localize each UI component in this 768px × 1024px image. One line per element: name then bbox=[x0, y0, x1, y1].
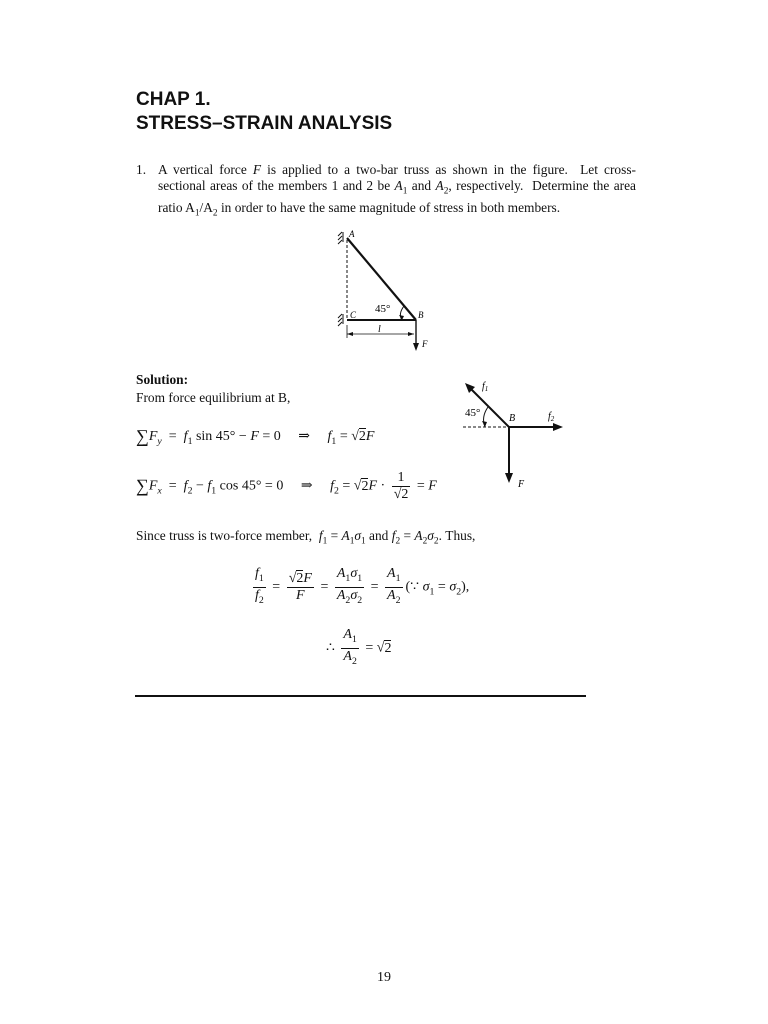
and-word: and bbox=[369, 528, 389, 543]
label-b: B bbox=[418, 310, 424, 320]
section-divider bbox=[135, 695, 586, 697]
fbd-label-f: F bbox=[518, 479, 525, 490]
fbd-angle-label: 45° bbox=[465, 407, 481, 419]
truss-figure bbox=[330, 226, 440, 354]
thus-word: . Thus, bbox=[438, 528, 476, 543]
label-f2: $f_2$ bbox=[548, 411, 555, 423]
two-force-sentence: Since truss is two-force member, $f_1 = A_1\sigma_1$ and $f_2 = A_2\sigma_2$. Thus, bbox=[136, 528, 476, 547]
wall-support-c bbox=[338, 314, 343, 326]
page-number: 19 bbox=[377, 970, 391, 985]
problem-text: A vertical force F is applied to a two-bar truss as shown in the figure. Let cross-sectional areas of the members 1 and 2 be $A_1$ and $A_2$, respectively. Determine the area ratio $A_1/A_2$ in order to have the same magnitude of stress in both members. bbox=[158, 162, 636, 219]
equation-ratio: $\frac{f_1}{f_2}$ = $\frac{√2F}{F}$ = $\frac{A_1\sigma_1}{A_2\sigma_2}$ = $\frac{A_1}{A_2}$ (∵ $\sigma_1 = \sigma_2$), bbox=[255, 566, 470, 606]
chapter-number: CHAP 1. bbox=[136, 89, 211, 110]
fbd-label-b: B bbox=[509, 413, 516, 424]
solution-intro-text: From force equilibrium at B, bbox=[136, 390, 291, 405]
equation-sum-fx: $\sum F_x = f_2 - f_1$ cos 45° = 0 ⇒ $f_2 = √2F$ · $\frac{1}{√2}$ = F bbox=[136, 470, 437, 502]
solution-intro bbox=[136, 390, 290, 406]
equation-sum-fy: $\sum F_y = f_1$ sin 45° − F = 0 ⇒ $f_1 = √2F$ bbox=[136, 426, 375, 447]
equation-conclusion: ∴ $\frac{A_1}{A_2}$ = √2 bbox=[326, 627, 392, 667]
free-body-diagram bbox=[455, 375, 580, 495]
label-a: A bbox=[349, 229, 355, 239]
label-l: l bbox=[378, 324, 381, 335]
two-force-text: Since truss is two-force member, bbox=[136, 528, 313, 543]
solution-heading: Solution: bbox=[136, 372, 189, 387]
label-c: C bbox=[350, 310, 357, 320]
chapter-title: STRESS–STRAIN ANALYSIS bbox=[136, 113, 393, 134]
problem-number: 1. bbox=[136, 162, 147, 177]
angle-label: 45° bbox=[375, 303, 391, 315]
label-f1: $f_1$ bbox=[482, 381, 489, 393]
problem-statement bbox=[136, 162, 636, 221]
label-f: F bbox=[422, 339, 428, 349]
wall-support-a bbox=[338, 232, 343, 244]
